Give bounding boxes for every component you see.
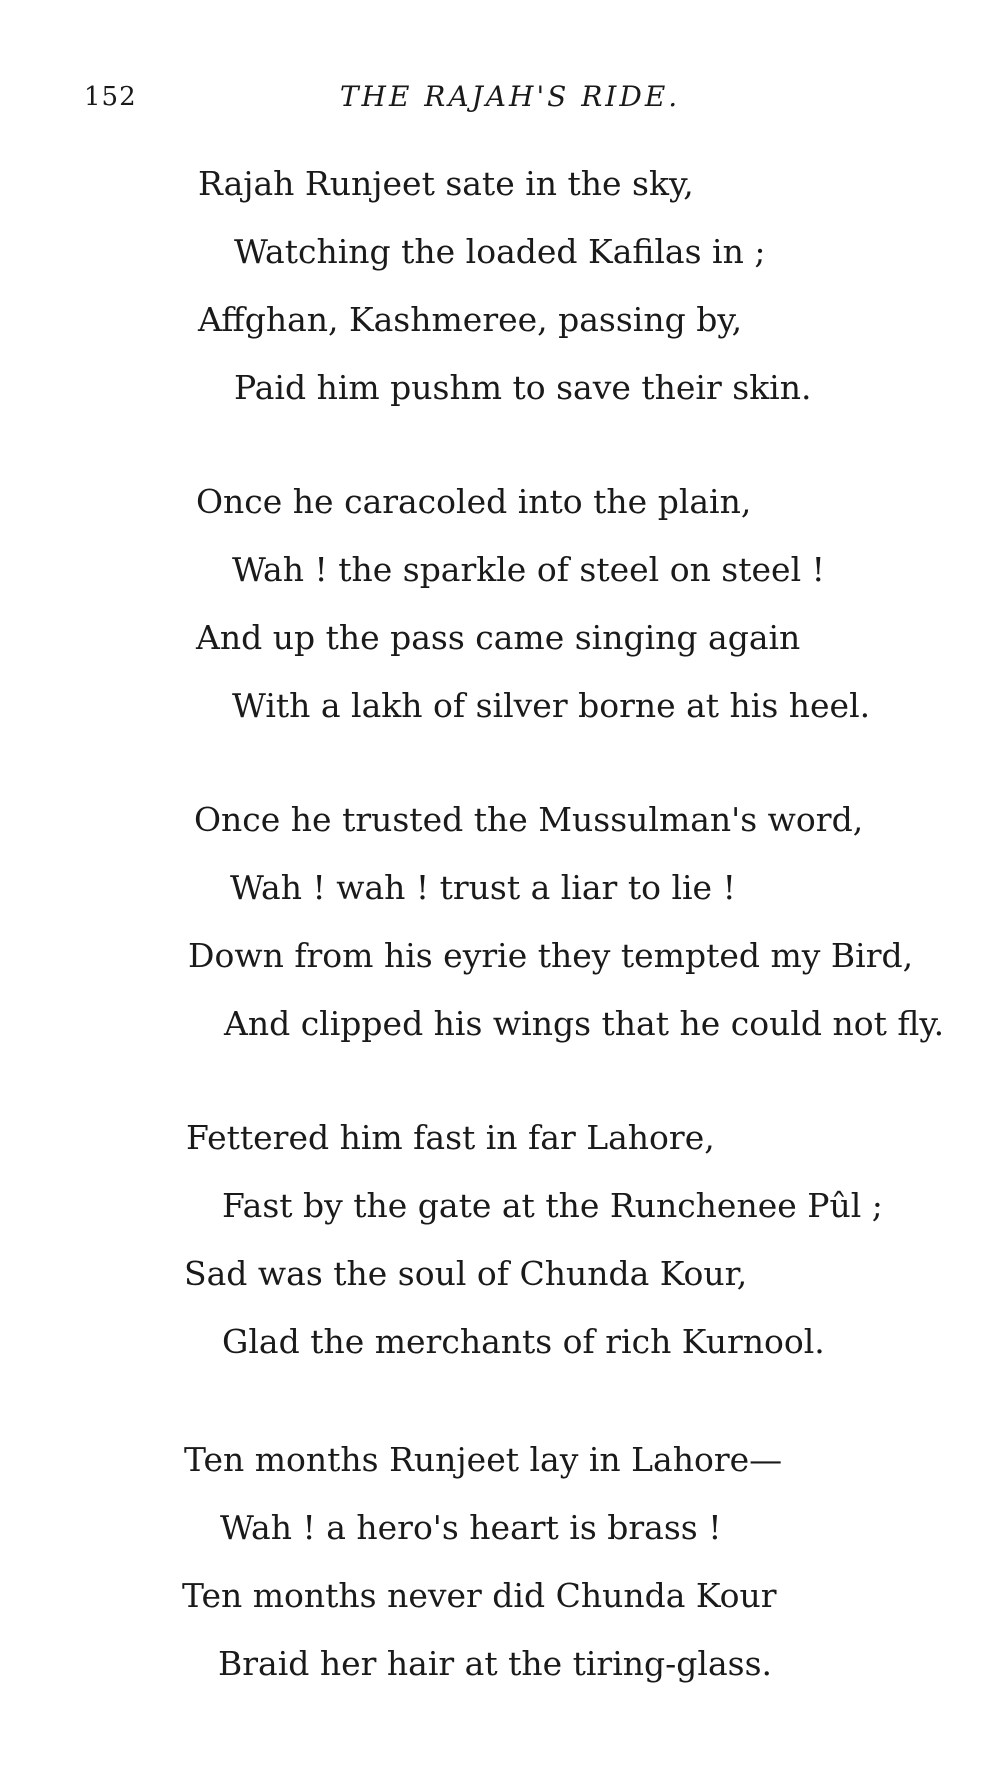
poem-line: Fast by the gate at the Runchenee Pûl ; xyxy=(222,1186,883,1225)
poem-line: And clipped his wings that he could not fly. xyxy=(224,1004,945,1043)
poem-line: Wah ! wah ! trust a liar to lie ! xyxy=(230,868,736,907)
poem-line: Wah ! a hero's heart is brass ! xyxy=(220,1508,722,1547)
poem-line: Ten months Runjeet lay in Lahore— xyxy=(184,1440,783,1479)
poem-line: Glad the merchants of rich Kurnool. xyxy=(222,1322,825,1361)
poem-line: Once he caracoled into the plain, xyxy=(196,482,752,521)
poem-line: Once he trusted the Mussulman's word, xyxy=(194,800,864,839)
poem-line: Wah ! the sparkle of steel on steel ! xyxy=(232,550,825,589)
poem-line: Watching the loaded Kafilas in ; xyxy=(234,232,766,271)
poem-line: Rajah Runjeet sate in the sky, xyxy=(198,164,694,203)
poem-line: Down from his eyrie they tempted my Bird, xyxy=(188,936,914,975)
page-number: 152 xyxy=(84,82,137,112)
poem-line: And up the pass came singing again xyxy=(196,618,801,657)
poem-line: Braid her hair at the tiring-glass. xyxy=(218,1644,773,1683)
poem-line: Fettered him fast in far Lahore, xyxy=(186,1118,715,1157)
poem-line: Sad was the soul of Chunda Kour, xyxy=(184,1254,748,1293)
poem-line: Paid him pushm to save their skin. xyxy=(234,368,812,407)
poem-line: With a lakh of silver borne at his heel. xyxy=(232,686,871,725)
poem-line: Affghan, Kashmeree, passing by, xyxy=(198,300,743,339)
running-head: THE RAJAH'S RIDE. xyxy=(339,80,681,113)
poem-line: Ten months never did Chunda Kour xyxy=(182,1576,777,1615)
